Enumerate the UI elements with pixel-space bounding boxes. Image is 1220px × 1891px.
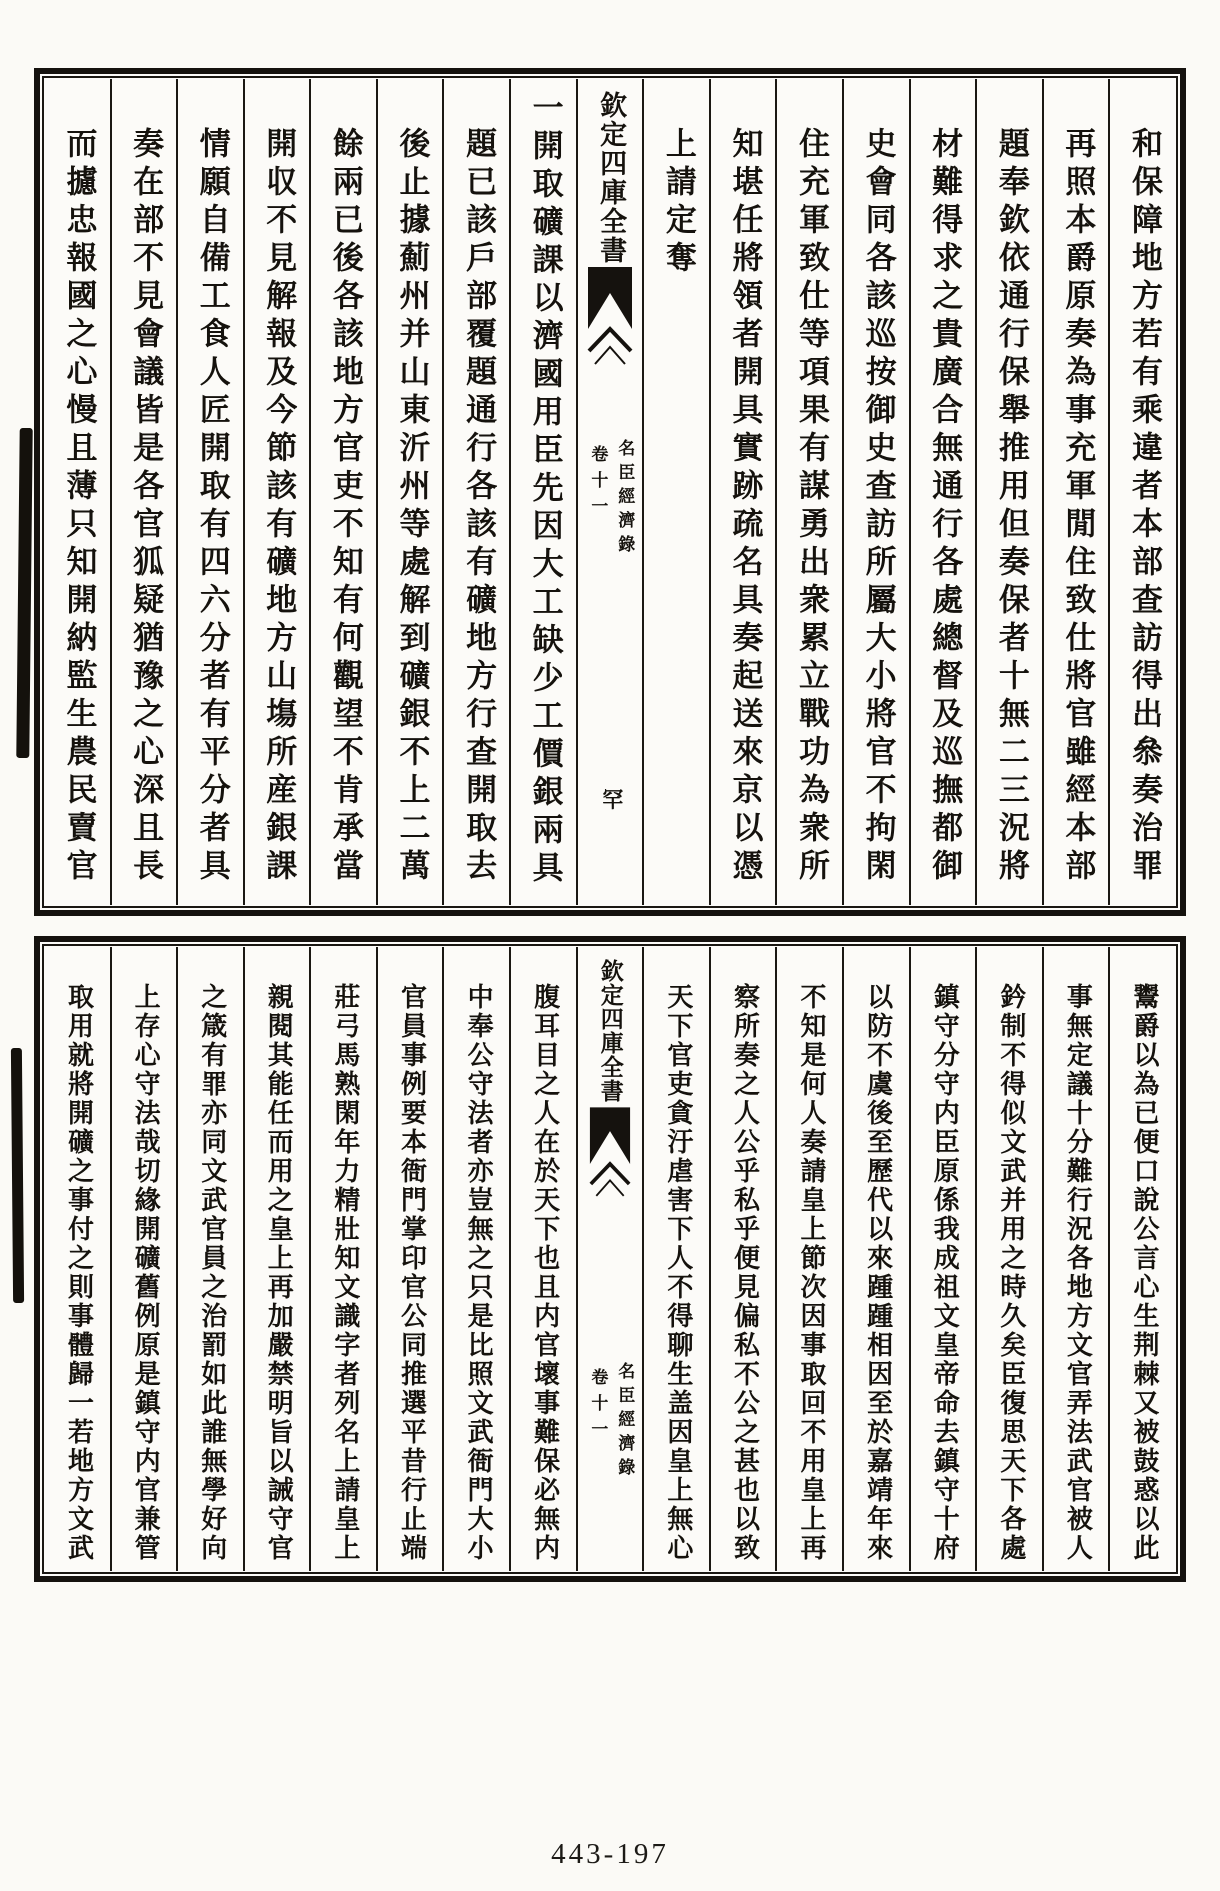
page-number: 443-197 (551, 1838, 669, 1870)
text-column-l3: 後止據薊州并山東沂州等處解到礦銀不上二萬 (376, 79, 443, 905)
text-column-r3: 鈐制不得似文武并用之時久矣臣復思天下各處 (975, 947, 1042, 1571)
text-column-l3: 官員事例要本衙門掌印官公同推選平昔行止端 (376, 947, 443, 1571)
chapter-label: 卷十一 (587, 1368, 608, 1446)
text-column-l6: 之箴有罪亦同文武官員之治罰如此誰無學好向 (176, 947, 243, 1571)
chapter-label: 卷十一 (587, 445, 608, 523)
text-column-l8: 而攄忠報國之心慢且薄只知開納監生農民賣官 (60, 127, 97, 887)
book-title: 名臣經濟錄 (614, 439, 635, 559)
text-column-l1: 一開取礦課以濟國用臣先因大工缺少工價銀兩具 (509, 79, 576, 905)
top-columns (45, 79, 1175, 905)
center-title-column (576, 79, 643, 905)
book-title-group (585, 1362, 635, 1482)
text-column-r1: 鬻爵以為已便口說公言心生荆棘又被鼓惑以此 (1108, 947, 1175, 1571)
fishtail-marker-icon (589, 1107, 631, 1199)
text-column-r4: 鎮守分守内臣原係我成祖文皇帝命去鎮守十府 (909, 947, 976, 1571)
text-column-r1: 和保障地方若有乘違者本部查訪得出叅奏治罪 (1108, 79, 1175, 905)
text-column-l5: 開収不見解報及今節該有礦地方山塲所産銀課 (243, 79, 310, 905)
text-column-l4: 餘兩已後各該地方官吏不知有何觀望不肯承當 (309, 79, 376, 905)
text-column-r6: 住充軍致仕等項果有謀勇出衆累立戰功為衆所 (775, 79, 842, 905)
text-column-r8: 天下官吏貪汙虐害下人不得聊生盖因皇上無心 (642, 947, 709, 1571)
text-column-r5: 以防不虞後至歷代以來踵踵相因至於嘉靖年來 (842, 947, 909, 1571)
fishtail-marker-icon (587, 267, 633, 367)
center-title-column (576, 947, 643, 1571)
text-column-l1: 腹耳目之人在於天下也且内官壞事難保必無内 (509, 947, 576, 1571)
text-column-r6: 不知是何人奏請皇上節次因事取回不用皇上再 (775, 947, 842, 1571)
text-column-l8: 取用就將開礦之事付之則事體歸一若地方文武 (63, 983, 94, 1563)
text-column-r2: 再照本爵原奏為事充軍閒住致仕將官雖經本部 (1042, 79, 1109, 905)
text-column-l2: 題已該戶部覆題通行各該有礦地方行查開取去 (442, 79, 509, 905)
series-title: 欽定四庫全書 (595, 91, 627, 265)
text-column-l7: 上存心守法哉切緣開礦舊例原是鎮守内官兼管 (110, 947, 177, 1571)
text-column-l5: 親閱其能任而用之皇上再加嚴禁明旨以誡守官 (243, 947, 310, 1571)
scan-edge-artifact (16, 428, 32, 758)
book-title: 名臣經濟錄 (614, 1362, 635, 1482)
series-title: 欽定四庫全書 (596, 959, 624, 1103)
text-column-l7: 奏在部不見會議皆是各官狐疑猶豫之心深且長 (110, 79, 177, 905)
book-title-group (585, 439, 635, 559)
text-column-l6: 情願自備工食人匠開取有四六分者有平分者具 (176, 79, 243, 905)
text-column-l4: 莊弓馬熟閑年力精壯知文識字者列名上請皇上 (309, 947, 376, 1571)
bottom-text-block (34, 936, 1186, 1582)
scan-edge-artifact (11, 1048, 24, 1303)
top-text-block (34, 68, 1186, 916)
text-column-r4: 材難得求之貴廣合無通行各處總督及巡撫都御 (909, 79, 976, 905)
text-column-r7: 察所奏之人公乎私乎便見偏私不公之甚也以致 (709, 947, 776, 1571)
text-column-r8: 上請定奪 (642, 79, 709, 905)
text-column-r3: 題奉欽依通行保舉推用但奏保者十無二三況將 (975, 79, 1042, 905)
text-column-r5: 史會同各該巡按御史查訪所屬大小將官不拘閑 (842, 79, 909, 905)
text-column-r2: 事無定議十分難行況各地方文官弄法武官被人 (1042, 947, 1109, 1571)
folio-mark: 罕 (602, 787, 631, 812)
text-column-l2: 中奉公守法者亦豈無之只是比照文武衙門大小 (442, 947, 509, 1571)
text-column-r7: 知堪任將領者開具實跡疏名具奏起送來京以憑 (709, 79, 776, 905)
bottom-columns (45, 947, 1175, 1571)
